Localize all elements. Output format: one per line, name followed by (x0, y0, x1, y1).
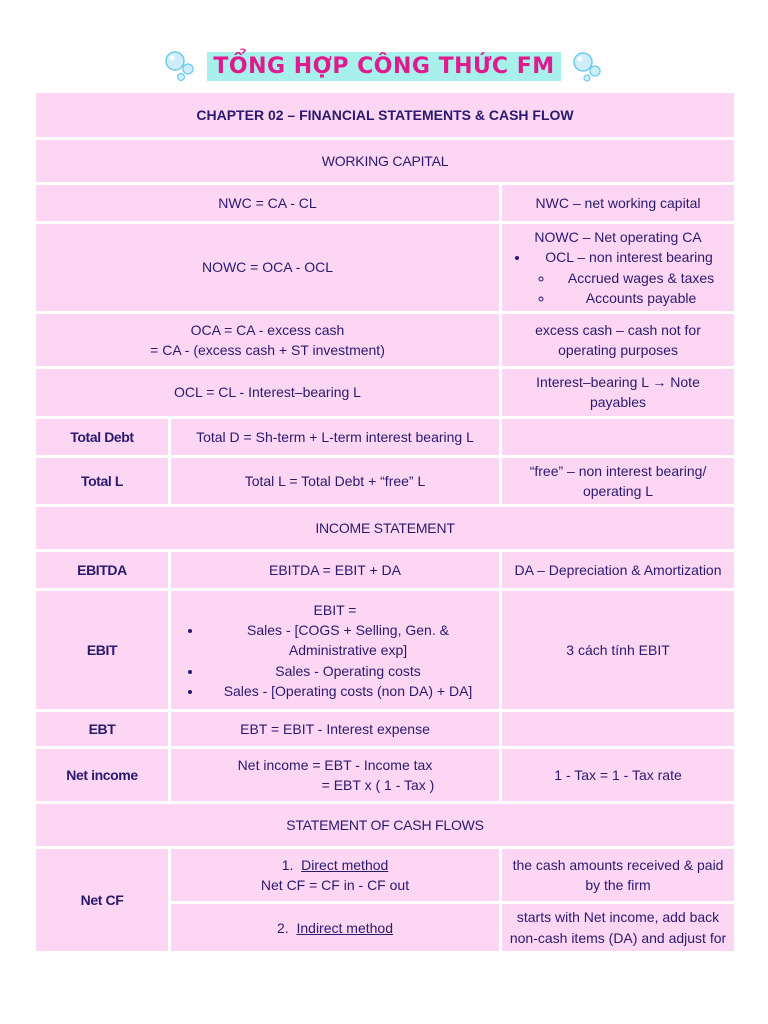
nowc-note-item: ◦ Accounts payable (554, 288, 728, 308)
indirect-method-title: Indirect method (296, 919, 393, 936)
direct-method-title: Direct method (301, 857, 389, 874)
ebit-note: 3 cách tính EBIT (502, 591, 734, 709)
total-debt-note (502, 419, 734, 455)
total-debt-formula: Total D = Sh-term + L-term interest bearing L (171, 419, 499, 455)
nowc-note-ocl: • OCL – non interest bearing ◦ Accrued wages & taxes ◦ Accounts payable (530, 247, 728, 308)
oca-note: excess cash – cash not for operating purposes (502, 314, 734, 366)
net-cf-label: Net CF (36, 849, 168, 951)
ebit-method: • Sales - [COGS + Selling, Gen. & Administrative exp] (203, 620, 493, 661)
nowc-note-title: NOWC – Net operating CA (534, 229, 702, 245)
bubbles-icon (567, 48, 607, 84)
oca-formula: OCA = CA - excess cash = CA - (excess cash + ST investment) (36, 314, 499, 366)
direct-method: 1. Direct method Net CF = CF in - CF out (171, 849, 499, 901)
section-income-statement: INCOME STATEMENT (36, 507, 734, 549)
page-title: TỔNG HỢP CÔNG THỨC FM (207, 52, 560, 81)
ebit-head: EBIT = (313, 601, 357, 618)
net-income-formula: Net income = EBT - Income tax = EBT x ( 1 - Tax ) (171, 749, 499, 801)
total-debt-label: Total Debt (36, 419, 168, 455)
ebit-label: EBIT (36, 591, 168, 709)
chapter-heading: CHAPTER 02 – FINANCIAL STATEMENTS & CASH FLOW (36, 93, 734, 137)
direct-method-note: the cash amounts received & paid by the firm (502, 849, 734, 901)
section-cash-flows: STATEMENT OF CASH FLOWS (36, 804, 734, 846)
ocl-note: Interest–bearing L → Note payables (502, 369, 734, 416)
indirect-method: 2. Indirect method (171, 904, 499, 951)
nwc-formula: NWC = CA - CL (36, 185, 499, 221)
formula-table (33, 90, 737, 954)
ebit-method: • Sales - [Operating costs (non DA) + DA] (203, 681, 493, 701)
ebt-note (502, 712, 734, 746)
indirect-method-note: starts with Net income, add back non-cash items (DA) and adjust for (502, 904, 734, 951)
ocl-formula: OCL = CL - Interest–bearing L (36, 369, 499, 416)
total-l-note: “free” – non interest bearing/ operating L (502, 458, 734, 505)
nowc-note (502, 224, 734, 311)
nowc-note-item: ◦ Accrued wages & taxes (554, 268, 728, 288)
ebitda-formula: EBITDA = EBIT + DA (171, 552, 499, 588)
nowc-formula: NOWC = OCA - OCL (36, 224, 499, 311)
ebt-label: EBT (36, 712, 168, 746)
ebit-method: • Sales - Operating costs (203, 661, 493, 681)
title-bar (0, 44, 768, 88)
ebit-formula (171, 591, 499, 709)
ebt-formula: EBT = EBIT - Interest expense (171, 712, 499, 746)
section-working-capital: WORKING CAPITAL (36, 140, 734, 182)
net-income-label: Net income (36, 749, 168, 801)
ebitda-label: EBITDA (36, 552, 168, 588)
total-l-label: Total L (36, 458, 168, 505)
nwc-note: NWC – net working capital (502, 185, 734, 221)
ebitda-note: DA – Depreciation & Amortization (502, 552, 734, 588)
net-income-note: 1 - Tax = 1 - Tax rate (502, 749, 734, 801)
total-l-formula: Total L = Total Debt + “free” L (171, 458, 499, 505)
bubbles-icon (161, 48, 201, 84)
